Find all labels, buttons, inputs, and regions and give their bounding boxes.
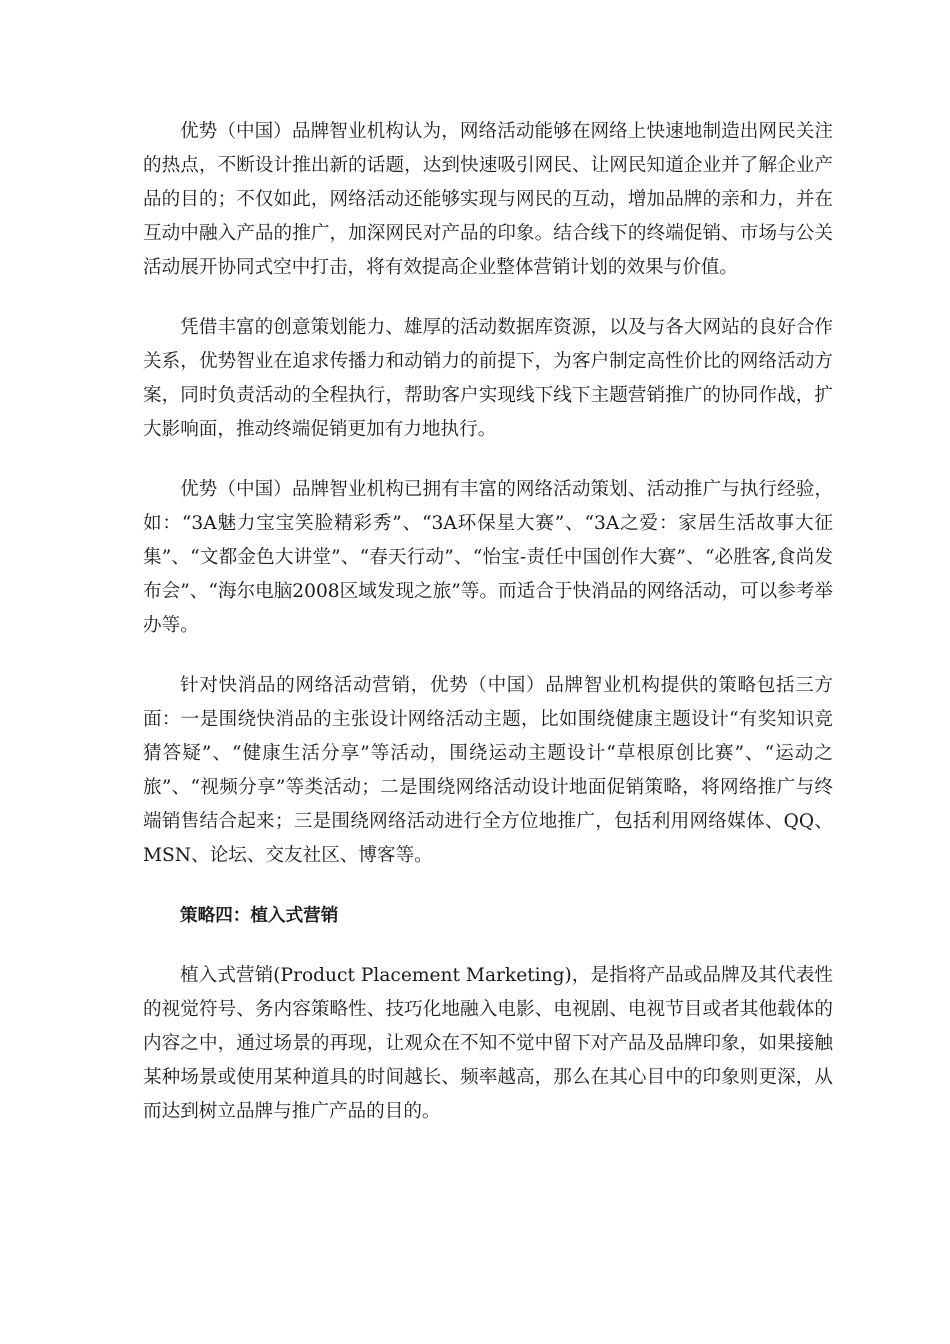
paragraph-strategy: 针对快消品的网络活动营销，优势（中国）品牌智业机构提供的策略包括三方面：一是围绕快消品的主张设计网络活动主题，比如围绕健康主题设计“有奖知识竞猜答疑”、“健康生活分享”等活动，围绕运动主题设计“草根原创比赛”、“运动之旅”、“视频分享”等类活动；二是围绕网络活动设计地面促销策略，将网络推广与终端销售结合起来；三是围绕网络活动进行全方位地推广，包括利用网络媒体、QQ、MSN、论坛、交友社区、博客等。 (143, 675, 833, 866)
paragraph-product-placement: 植入式营销(Product Placement Marketing)，是指将产品或品牌及其代表性的视觉符号、务内容策略性、技巧化地融入电影、电视剧、电视节目或者其他载体的内容之中，通过场景的再现，让观众在不知不觉中留下对产品及品牌印象，如果接触某种场景或使用某种道具的时间越长、频率越高，那么在其心目中的印象则更深，从而达到树立品牌与推广产品的目的。 (143, 965, 833, 1122)
paragraph-creative-capability: 凭借丰富的创意策划能力、雄厚的活动数据库资源，以及与各大网站的良好合作关系，优势智业在追求传播力和动销力的前提下，为客户制定高性价比的网络活动方案，同时负责活动的全程执行，帮助客户实现线下线下主题营销推广的协同作战，扩大影响面，推动终端促销更加有力地执行。 (143, 317, 833, 440)
paragraph-online-activities: 优势（中国）品牌智业机构认为，网络活动能够在网络上快速地制造出网民关注的热点，不断设计推出新的话题，达到快速吸引网民、让网民知道企业并了解企业产品的目的；不仅如此，网络活动还能够实现与网民的互动，增加品牌的亲和力，并在互动中融入产品的推广，加深网民对产品的印象。结合线下的终端促销、市场与公关活动展开协同式空中打击，将有效提高企业整体营销计划的效果与价值。 (143, 121, 833, 278)
document-body (143, 115, 833, 1155)
paragraph-experience: 优势（中国）品牌智业机构已拥有丰富的网络活动策划、活动推广与执行经验，如：“3A魅力宝宝笑脸精彩秀”、“3A环保星大赛”、“3A之爱：家居生活故事大征集”、“文都金色大讲堂”、“春天行动”、“怡宝-责任中国创作大赛”、“必胜客,食尚发布会”、“海尔电脑2008区域发现之旅”等。而适合于快消品的网络活动，可以参考举办等。 (143, 479, 833, 636)
section-heading: 策略四：植入式营销 (180, 906, 339, 926)
